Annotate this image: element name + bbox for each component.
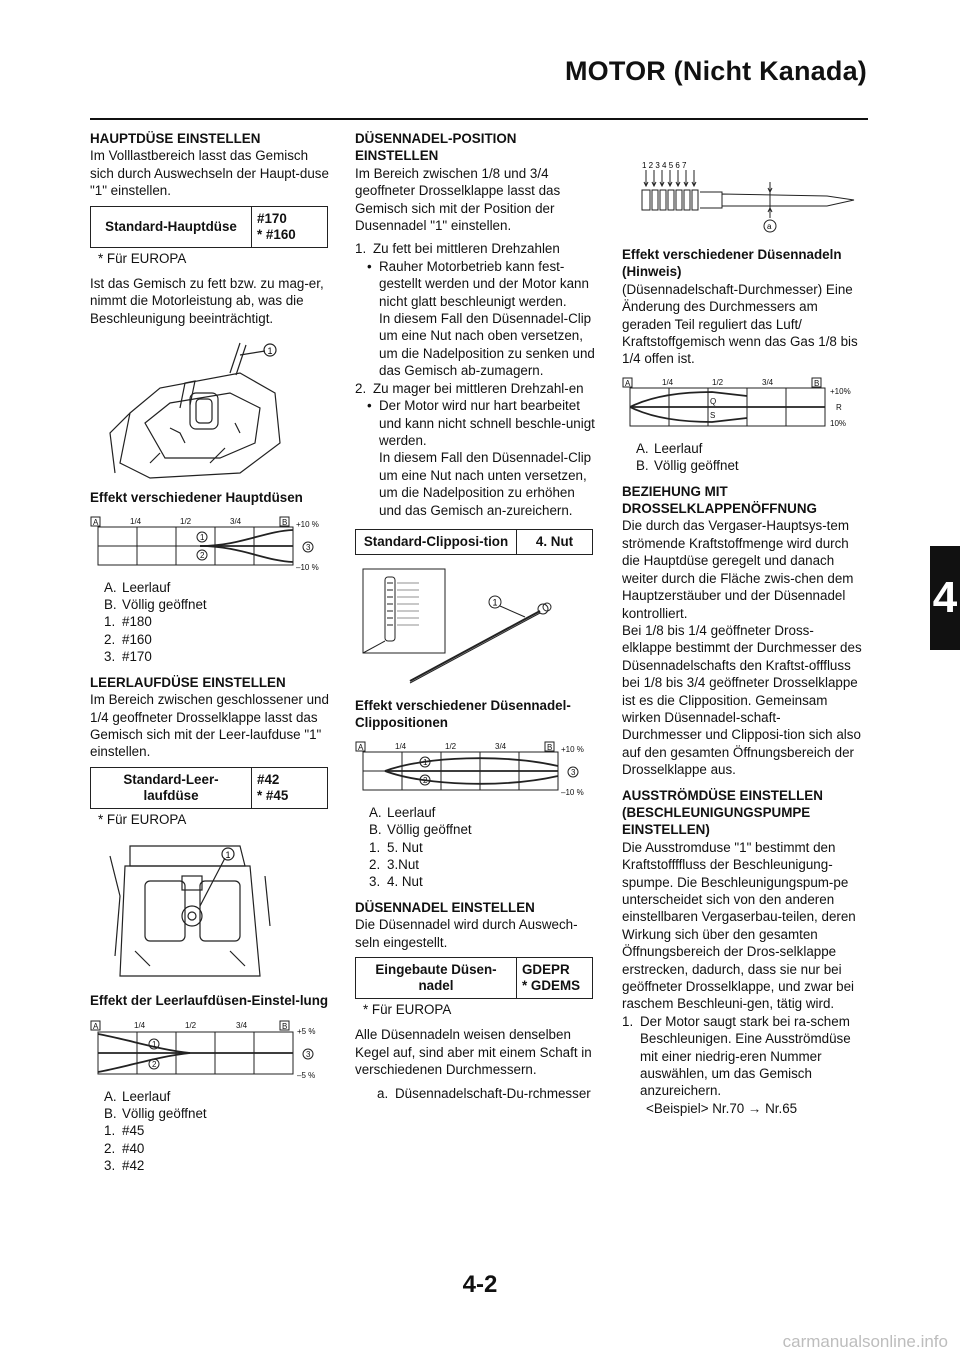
legend-hauptduesen: A. Leerlauf B. Völlig geöffnet 1. #180 2. #160 3. #170 — [104, 579, 207, 665]
main-jet-effect-graph — [90, 513, 330, 573]
label-1-2: 1/2 — [180, 516, 192, 526]
paragraph: Im Bereich zwischen 1/8 und 3/4 geoffneter Drosselklappe lasst das Gemisch sich mit der Position der Dusennadel "1" einstellen. — [355, 165, 561, 234]
label-1: 1 — [152, 1039, 157, 1049]
label-b: B — [282, 1021, 288, 1031]
label-b: B — [814, 378, 820, 388]
label-s: S — [710, 410, 716, 420]
callout-1: 1 — [225, 850, 231, 861]
carburetor-main-jet-illustration — [90, 333, 290, 483]
label-3-4: 3/4 — [495, 741, 507, 751]
label-minus10: –10 % — [296, 562, 319, 572]
legend-leerlaufduese: A. Leerlauf B. Völlig geöffnet 1. #45 2. #40 3. #42 — [104, 1088, 207, 1174]
column-3 — [622, 130, 862, 1117]
list-item: 1. Zu fett bei mittleren Drehzahlen — [355, 241, 560, 257]
label-1-2: 1/2 — [712, 377, 724, 387]
spec-value: #42 * #45 — [252, 767, 328, 808]
paragraph: Die Ausstromduse "1" bestimmt den Kraftstoffffluss der Beschleunigung-spumpe. Die Beschleunigungspum-pe unterscheidet sich von den anderen einstellbaren Vergaserbau-teilen, deren Wirkung sich über den gesamten Öffnungsbereich der Dros-selklappe erstrecken, dadurch, dass sie nur bei geöffneter Drosselklappe, und zwar bei raschem Beschleuni-gen, tätig wird. — [622, 839, 856, 1012]
label-plus5: +5 % — [297, 1026, 316, 1036]
label-3: 3 — [306, 1049, 311, 1059]
indented-paragraph: In diesem Fall den Düsennadel-Clip um eine Nut nach unten versetzen, um die Nadelposition zu erhöhen und das Gemisch an-zureichern. — [379, 450, 592, 518]
caption-hauptduesen: Effekt verschiedener Hauptdüsen — [90, 490, 303, 506]
heading-drosselklappe: BEZIEHUNG MIT DROSSELKLAPPENÖFFNUNG — [622, 483, 817, 517]
clip-numbers: 1 2 3 4 5 6 7 — [642, 161, 687, 170]
page-title: MOTOR (Nicht Kanada) — [564, 56, 867, 86]
paragraph: Im Bereich zwischen geschlossener und 1/4 geoffneter Drosselklappe lasst das Gemisch sich mit der Leer-laufduse "1" einstellen. — [90, 692, 329, 760]
label-2: 2 — [152, 1059, 157, 1069]
label-1-4: 1/4 — [134, 1020, 146, 1030]
column-1 — [90, 130, 330, 1181]
list-item: a. Düsennadelschaft-Du-rchmesser — [377, 1085, 591, 1101]
label-1-2: 1/2 — [445, 741, 457, 751]
spec-table-leerlaufduese — [90, 767, 328, 809]
label-a: A — [625, 378, 631, 388]
spec-value: #170 * #160 — [252, 206, 328, 247]
label-plus10: +10% — [830, 386, 851, 396]
caption-leerlaufduese: Effekt der Leerlaufdüsen-Einstel-lung — [90, 993, 329, 1009]
label-plus10: +10 % — [296, 519, 319, 529]
list-item: 1. Der Motor saugt stark bei ra-schem Beschleunigen. Eine Ausströmdüse mit einer niedrig-eren Nummer auswählen, um das Gemisch anzureichern. — [622, 1013, 851, 1099]
paragraph: (Düsennadelschaft-Durchmesser) Eine Änderung des Durchmessers am geraden Teil reguliert das Luft/ Kraftstoffgemisch wenn das Gas 1/8 bis 1/4 offen ist. — [622, 281, 858, 367]
legend-clippositionen: A. Leerlauf B. Völlig geöffnet 1. 5. Nut 2. 3.Nut 3. 4. Nut — [369, 804, 472, 890]
paragraph: Die durch das Vergaser-Hauptsys-tem strömende Kraftstoffmenge wird durch die Hauptdüse geregelt und danach weiter durch die Fläche zwis-chen dem Hauptzerstäuber und der Düsennadel kontrolliert. — [622, 518, 854, 621]
callout-1: 1 — [267, 346, 273, 357]
caption-duesennadeln: Effekt verschiedener Düsennadeln (Hinweis) — [622, 247, 842, 280]
label-10: 10% — [830, 418, 847, 428]
label-3-4: 3/4 — [230, 516, 242, 526]
pilot-jet-effect-graph — [90, 1016, 330, 1082]
label-3-4: 3/4 — [762, 377, 774, 387]
label-1: 1 — [423, 757, 428, 767]
paragraph: Die Düsennadel wird durch Auswech-seln eingestellt. — [355, 917, 578, 950]
carburetor-pilot-jet-illustration — [90, 836, 290, 986]
spec-table-duesennadel — [355, 957, 593, 999]
label-a: A — [93, 1021, 99, 1031]
label-3-4: 3/4 — [236, 1020, 248, 1030]
label-a: A — [358, 742, 364, 752]
label-1-4: 1/4 — [130, 516, 142, 526]
heading-duesennadel-position: DÜSENNADEL-POSITION EINSTELLEN — [355, 131, 517, 164]
spec-table-clipposition — [355, 529, 593, 555]
list-item: 2. Zu mager bei mittleren Drehzahl-en — [355, 380, 584, 396]
spec-key: Standard-Clipposi-tion — [356, 529, 517, 554]
label-minus10: –10 % — [561, 787, 584, 797]
paragraph: Bei 1/8 bis 1/4 geöffneter Dross-elklappe bestimmt der Durchmesser des Düsennadelschafts den Kraftst-offfluss bei 1/8 bis 3/4 geöffneter Drosselklappe ist es die Clipposition. Gemeinsam wirken Düsennadel-schaft- Durchmesser und Clipposi-tion sich also auf den gesamten Öffnungsbereich der Drosselklappe aus. — [622, 622, 862, 778]
paragraph: Ist das Gemisch zu fett bzw. zu mag-er, nimmt die Motorleistung ab, was die Beschleunigung beeinträchtigt. — [90, 276, 324, 326]
label-b: B — [547, 742, 553, 752]
indented-paragraph: In diesem Fall den Düsennadel-Clip um eine Nut nach oben versetzen, um die Nadelposition zu senken und das Gemisch ab-zumagern. — [379, 311, 595, 379]
label-2: 2 — [200, 550, 205, 560]
spec-value: GDEPR * GDEMS — [517, 958, 593, 999]
footnote: * Für EUROPA — [98, 250, 187, 266]
clip-position-effect-graph — [355, 738, 595, 798]
label-3: 3 — [571, 767, 576, 777]
heading-hauptduese: HAUPTDÜSE EINSTELLEN — [90, 131, 261, 146]
footnote: * Für EUROPA — [363, 1002, 452, 1017]
watermark: carmanualsonline.info — [782, 1332, 948, 1351]
label-b: B — [282, 517, 288, 527]
needle-diameter-effect-graph — [622, 374, 862, 434]
callout-1: 1 — [492, 597, 498, 608]
label-1: 1 — [200, 532, 205, 542]
heading-ausstroemduese: AUSSTRÖMDÜSE EINSTELLEN (BESCHLEUNIGUNGSPUMPE EINSTELLEN) — [622, 787, 823, 838]
spec-key: Standard-Leer-laufdüse — [91, 767, 252, 808]
label-minus5: –5 % — [297, 1070, 316, 1080]
footnote: * Für EUROPA — [98, 811, 187, 827]
label-r: R — [836, 402, 842, 412]
label-1-4: 1/4 — [662, 377, 674, 387]
spec-table-hauptduese — [90, 206, 328, 248]
spec-value: 4. Nut — [517, 529, 593, 554]
example: <Beispiel> Nr.70 → Nr.65 — [646, 1100, 798, 1116]
chapter-tab: 4 — [930, 546, 960, 650]
label-plus10: +10 % — [561, 744, 584, 754]
heading-leerlaufduese: LEERLAUFDÜSE EINSTELLEN — [90, 674, 286, 690]
label-a: A — [93, 517, 99, 527]
bullet-item: • Der Motor wird nur hart bearbeitet und kann nicht schnell beschle-unigt werden. — [367, 398, 595, 448]
legend-duesennadeln: A. Leerlauf B. Völlig geöffnet — [636, 440, 739, 474]
label-3: 3 — [306, 542, 311, 552]
label-2: 2 — [423, 775, 428, 785]
callout-a: a — [767, 222, 772, 231]
heading-duesennadel: DÜSENNADEL EINSTELLEN — [355, 899, 535, 915]
label-q: Q — [710, 396, 717, 406]
title-rule — [90, 118, 868, 120]
label-1-2: 1/2 — [185, 1020, 197, 1030]
caption-clippositionen: Effekt verschiedener Düsennadel-Clippositionen — [355, 697, 571, 731]
page-number: 4-2 — [462, 1271, 498, 1298]
jet-needle-illustration — [622, 130, 862, 240]
paragraph: Im Volllastbereich lasst das Gemisch sich durch Auswechseln der Haupt-duse "1" einstellen. — [90, 148, 329, 199]
column-2 — [355, 130, 595, 1102]
jet-needle-clip-illustration — [355, 561, 595, 691]
spec-key: Standard-Hauptdüse — [91, 206, 252, 247]
spec-key: Eingebaute Düsen-nadel — [356, 958, 517, 999]
bullet-item: • Rauher Motorbetrieb kann fest-gestellt werden und der Motor kann nicht glatt beschleunigt werden. — [367, 258, 589, 309]
label-1-4: 1/4 — [395, 741, 407, 751]
paragraph: Alle Düsennadeln weisen denselben Kegel auf, sind aber mit einem Schaft in verschiedenen Durchmessern. — [355, 1027, 592, 1078]
